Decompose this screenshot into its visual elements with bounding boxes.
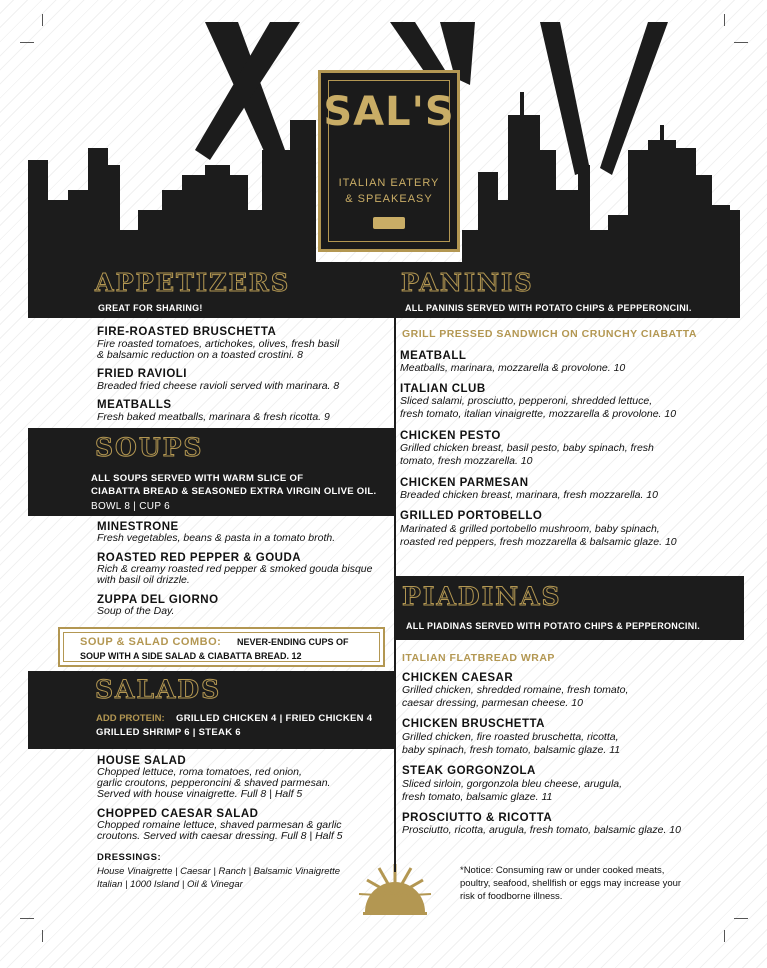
paninis-subtitle: GRILL PRESSED SANDWICH ON CRUNCHY CIABATTA bbox=[402, 328, 697, 340]
piadinas-heading: PIADINAS bbox=[402, 582, 562, 611]
searchlight-beam bbox=[195, 22, 300, 160]
menu-item-name: CHICKEN PESTO bbox=[400, 430, 501, 442]
crop-mark bbox=[42, 930, 43, 942]
soups-note: CIABATTA BREAD & SEASONED EXTRA VIRGIN OLIVE OIL. bbox=[91, 486, 377, 497]
crop-mark bbox=[734, 918, 748, 919]
piadinas-subtitle: ITALIAN FLATBREAD WRAP bbox=[402, 652, 555, 664]
menu-item-name: GRILLED PORTOBELLO bbox=[400, 510, 543, 522]
crop-mark bbox=[20, 918, 34, 919]
appetizers-heading: APPETIZERS bbox=[95, 268, 291, 297]
menu-item-desc: Soup of the Day. bbox=[97, 605, 175, 617]
piadinas-note: ALL PIADINAS SERVED WITH POTATO CHIPS & PEPPERONCINI. bbox=[406, 621, 701, 631]
menu-item-name: MEATBALLS bbox=[97, 399, 172, 411]
menu-item-desc: Sliced salami, prosciutto, pepperoni, shredded lettuce, bbox=[400, 395, 653, 407]
menu-item-name: ROASTED RED PEPPER & GOUDA bbox=[97, 552, 302, 564]
menu-item-desc: Prosciutto, ricotta, arugula, fresh tomato, balsamic glaze. 10 bbox=[402, 824, 681, 836]
column-divider bbox=[394, 262, 396, 872]
menu-item-desc: Fresh baked meatballs, marinara & fresh ricotta. 9 bbox=[97, 411, 330, 423]
protein-label: ADD PROTEIN: bbox=[96, 713, 165, 724]
menu-item-name: HOUSE SALAD bbox=[97, 755, 187, 767]
menu-item-desc: Grilled chicken, fire roasted bruschetta, ricotta, bbox=[402, 731, 619, 743]
logo-tagline: & SPEAKEASY bbox=[345, 193, 433, 205]
menu-item-desc: Breaded fried cheese ravioli served with marinara. 8 bbox=[97, 380, 340, 392]
dressings-list: Italian | 1000 Island | Oil & Vinegar bbox=[97, 879, 243, 890]
menu-item-desc: Grilled chicken, shredded romaine, fresh tomato, bbox=[402, 684, 629, 696]
crop-mark bbox=[724, 930, 725, 942]
menu-item-name: ITALIAN CLUB bbox=[400, 383, 486, 395]
menu-item-name: FIRE-ROASTED BRUSCHETTA bbox=[97, 326, 277, 338]
dressings-list: House Vinaigrette | Caesar | Ranch | Balsamic Vinaigrette bbox=[97, 866, 341, 877]
menu-item-desc: Fresh vegetables, beans & pasta in a tomato broth. bbox=[97, 532, 336, 544]
soups-heading: SOUPS bbox=[95, 433, 204, 462]
combo-label: SOUP & SALAD COMBO: bbox=[80, 636, 222, 648]
protein-options: GRILLED CHICKEN 4 | FRIED CHICKEN 4 bbox=[176, 713, 373, 724]
menu-item-name: CHICKEN PARMESAN bbox=[400, 477, 529, 489]
menu-item-name: STEAK GORGONZOLA bbox=[402, 765, 536, 777]
restaurant-logo bbox=[318, 70, 460, 252]
salads-heading: SALADS bbox=[95, 675, 222, 704]
menu-item-desc: Breaded chicken breast, marinara, fresh mozzarella. 10 bbox=[400, 489, 658, 501]
logo-name: SAL'S bbox=[323, 89, 455, 135]
menu-item-desc: & balsamic reduction on a toasted crostini. 8 bbox=[97, 349, 304, 361]
menu-item-desc: Grilled chicken breast, basil pesto, baby spinach, fresh bbox=[400, 442, 654, 454]
menu-item-desc: Marinated & grilled portobello mushroom, baby spinach, bbox=[400, 523, 660, 535]
menu-item-desc: Meatballs, marinara, mozzarella & provolone. 10 bbox=[400, 362, 626, 374]
soups-note: ALL SOUPS SERVED WITH WARM SLICE OF bbox=[91, 473, 304, 484]
skyline-buildings-right bbox=[462, 92, 740, 262]
food-safety-notice bbox=[460, 864, 681, 903]
menu-item-desc: garlic croutons, pepperoncini & shaved parmesan. bbox=[97, 777, 331, 789]
paninis-heading: PANINIS bbox=[401, 268, 534, 297]
menu-item-desc: roasted red peppers, fresh mozzarella & balsamic glaze. 10 bbox=[400, 536, 677, 548]
notice-line: risk of foodborne illness. bbox=[460, 891, 563, 902]
pointing-hand-icon bbox=[373, 217, 405, 229]
menu-item-desc: baby spinach, fresh tomato, balsamic glaze. 11 bbox=[402, 744, 621, 756]
appetizers-subtitle: GREAT FOR SHARING! bbox=[98, 303, 203, 313]
menu-item-name: FRIED RAVIOLI bbox=[97, 368, 187, 380]
menu-item-desc: Rich & creamy roasted red pepper & smoked gouda bisque bbox=[97, 563, 373, 575]
menu-item-desc: Served with house vinaigrette. Full 8 | Half 5 bbox=[97, 788, 303, 800]
soups-prices: BOWL 8 | CUP 6 bbox=[91, 501, 171, 512]
paninis-note: ALL PANINIS SERVED WITH POTATO CHIPS & PEPPERONCINI. bbox=[405, 303, 692, 313]
menu-item-desc: fresh tomato, balsamic glaze. 11 bbox=[402, 791, 553, 803]
combo-text: SOUP WITH A SIDE SALAD & CIABATTA BREAD. 12 bbox=[80, 651, 302, 661]
menu-item-desc: caesar dressing, parmesan cheese. 10 bbox=[402, 697, 583, 709]
menu-item-desc: Fire roasted tomatoes, artichokes, olives, fresh basil bbox=[97, 338, 340, 350]
logo-tagline: ITALIAN EATERY bbox=[338, 177, 440, 189]
menu-item-desc: tomato, fresh mozzarella. 10 bbox=[400, 455, 533, 467]
menu-item-desc: fresh tomato, italian vinaigrette, mozzarella & provolone. 10 bbox=[400, 408, 677, 420]
menu-item-desc: Chopped romaine lettuce, shaved parmesan & garlic bbox=[97, 819, 342, 831]
menu-item-name: ZUPPA DEL GIORNO bbox=[97, 594, 219, 606]
menu-item-name: CHICKEN BRUSCHETTA bbox=[402, 718, 545, 730]
menu-item-name: MEATBALL bbox=[400, 350, 467, 362]
soups-banner bbox=[28, 428, 394, 516]
notice-line: *Notice: Consuming raw or under cooked meats, bbox=[460, 865, 665, 876]
soup-salad-combo-box bbox=[58, 627, 385, 667]
menu-item-desc: croutons. Served with caesar dressing. Full 8 | Half 5 bbox=[97, 830, 343, 842]
protein-options: GRILLED SHRIMP 6 | STEAK 6 bbox=[96, 727, 241, 738]
notice-line: poultry, seafood, shellfish or eggs may increase your bbox=[460, 878, 682, 889]
menu-item-name: MINESTRONE bbox=[97, 521, 179, 533]
menu-item-desc: Chopped lettuce, roma tomatoes, red onion, bbox=[97, 766, 302, 778]
menu-item-name: PROSCIUTTO & RICOTTA bbox=[402, 812, 553, 824]
menu-item-desc: with basil oil drizzle. bbox=[97, 574, 190, 586]
menu-item-name: CHOPPED CAESAR SALAD bbox=[97, 808, 259, 820]
menu-item-desc: Sliced sirloin, gorgonzola bleu cheese, arugula, bbox=[402, 778, 623, 790]
dressings-label: DRESSINGS: bbox=[97, 852, 162, 863]
combo-text: NEVER-ENDING CUPS OF bbox=[237, 637, 349, 647]
menu-item-name: CHICKEN CAESAR bbox=[402, 672, 514, 684]
